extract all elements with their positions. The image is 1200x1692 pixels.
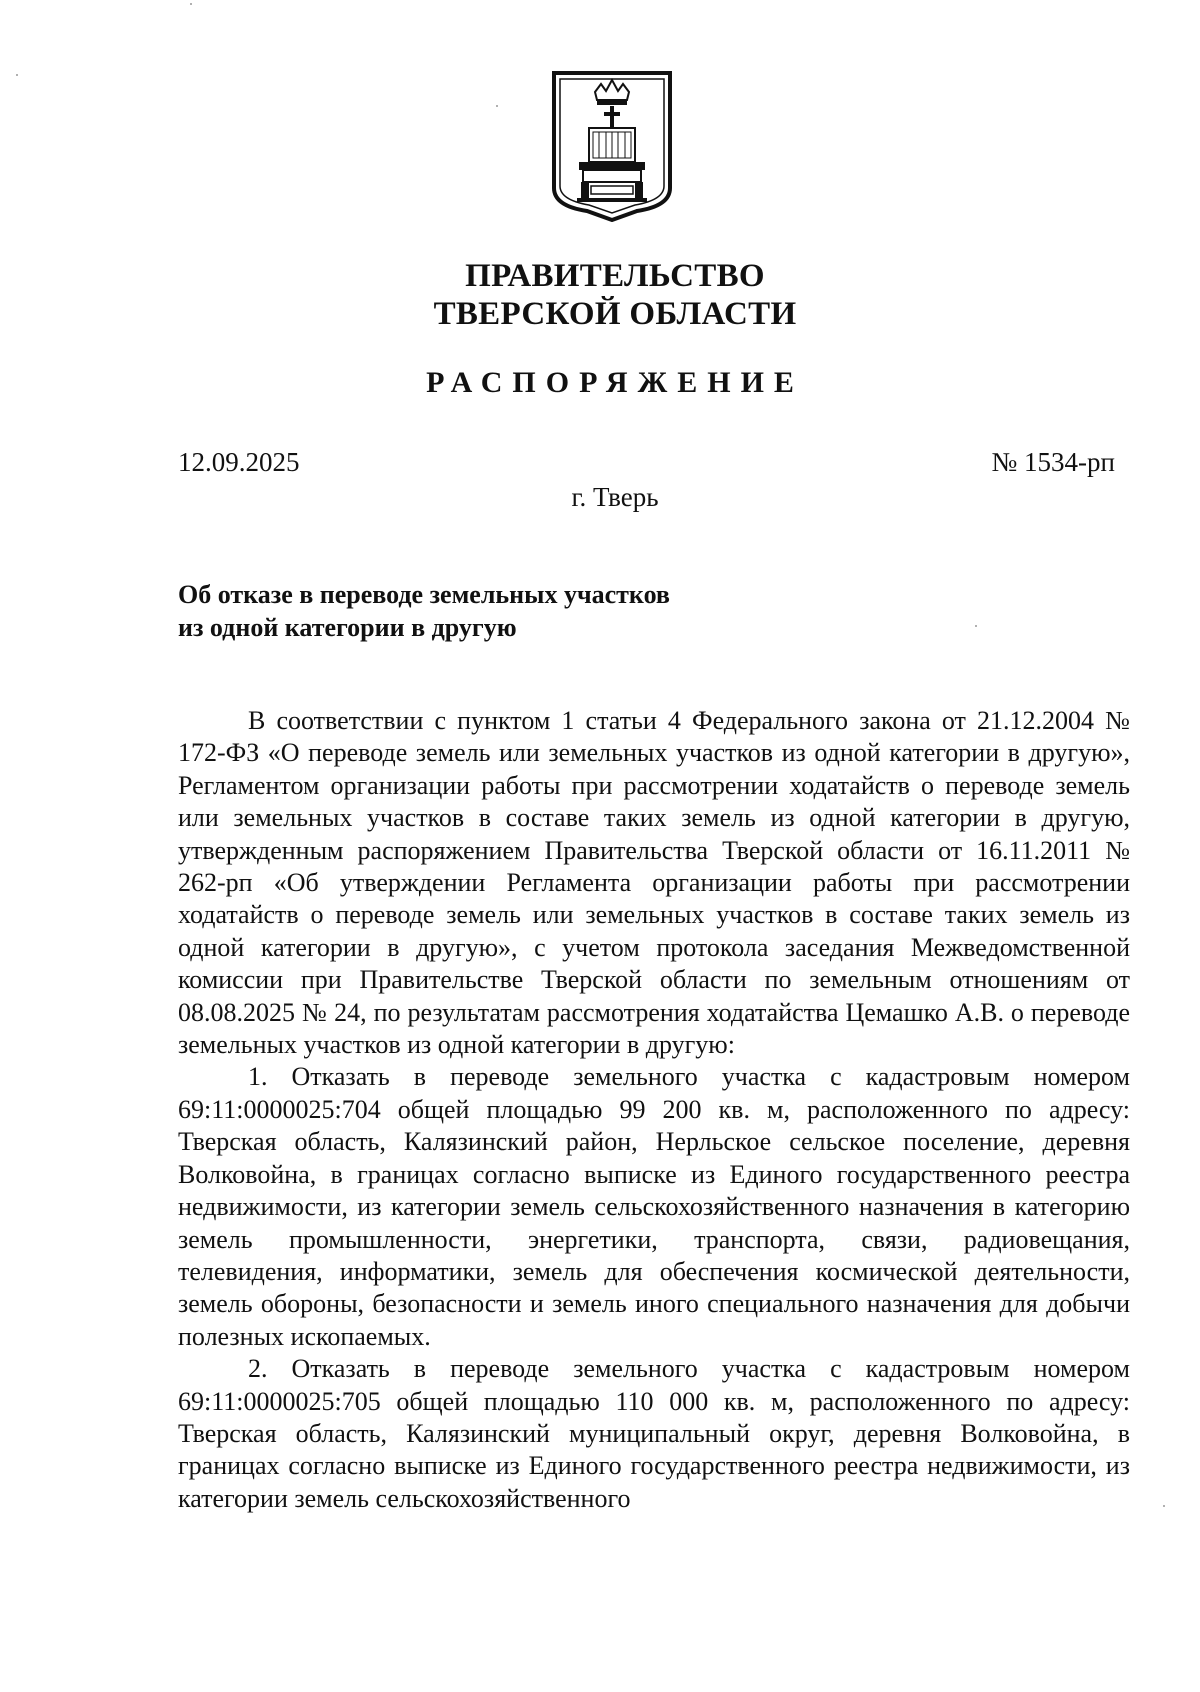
scan-speck bbox=[975, 625, 977, 627]
org-name-line1: ПРАВИТЕЛЬСТВО bbox=[465, 258, 765, 294]
item-1-paragraph: 1. Отказать в переводе земельного участка с кадастровым номером 69:11:0000025:704 общей площадью 99 200 кв. м, расположенного по адресу: Тверская область, Калязинский район, Нерльское сельское поселение, деревня Волковойна, в границах согласно выписке из Единого государственного реестра недвижимости, из категории земель сельскохозяйственного назначения в категорию земель промышленности, энергетики, транспорта, связи, радиовещания, телевидения, информатики, земель для обеспечения космической деятельности, земель обороны, безопасности и земель иного специального назначения для добычи полезных ископаемых. bbox=[178, 1062, 1130, 1351]
subject-line2: из одной категории в другую bbox=[178, 613, 517, 642]
document-body bbox=[178, 705, 1130, 1515]
document-number: № 1534-рп bbox=[991, 447, 1115, 477]
scan-speck bbox=[16, 74, 18, 76]
document-type-title: РАСПОРЯЖЕНИЕ bbox=[426, 366, 804, 399]
document-subject bbox=[178, 578, 670, 644]
document-date: 12.09.2025 bbox=[178, 447, 300, 477]
document-city: г. Тверь bbox=[571, 482, 659, 512]
scan-speck bbox=[1163, 1505, 1165, 1507]
scan-speck bbox=[190, 3, 192, 5]
scan-speck bbox=[496, 105, 498, 107]
item-2-paragraph: 2. Отказать в переводе земельного участка с кадастровым номером 69:11:0000025:705 общей площадью 110 000 кв. м, расположенного по адресу: Тверская область, Калязинский муниципальный округ, деревня Волковойна, в границах согласно выписке из Единого государственного реестра недвижимости, из категории земель сельскохозяйственного bbox=[178, 1354, 1130, 1513]
preamble-paragraph: В соответствии с пунктом 1 статьи 4 Федерального закона от 21.12.2004 № 172-ФЗ «О переводе земель или земельных участков из одной категории в другую», Регламентом организации работы при рассмотрении ходатайств о переводе земель или земельных участков в составе таких земель из одной категории в другую, утвержденным распоряжением Правительства Тверской области от 16.11.2011 № 262-рп «Об утверждении Регламента организации работы при рассмотрении ходатайств о переводе земель или земельных участков в составе таких земель из одной категории в другую», с учетом протокола заседания Межведомственной комиссии при Правительстве Тверской области по земельным отношениям от 08.08.2025 № 24, по результатам рассмотрения ходатайства Цемашко А.В. о переводе земельных участков из одной категории в другую: bbox=[178, 706, 1130, 1060]
org-name-line2: ТВЕРСКОЙ ОБЛАСТИ bbox=[433, 296, 797, 332]
tver-coat-of-arms-icon bbox=[551, 70, 673, 222]
subject-line1: Об отказе в переводе земельных участков bbox=[178, 580, 670, 609]
